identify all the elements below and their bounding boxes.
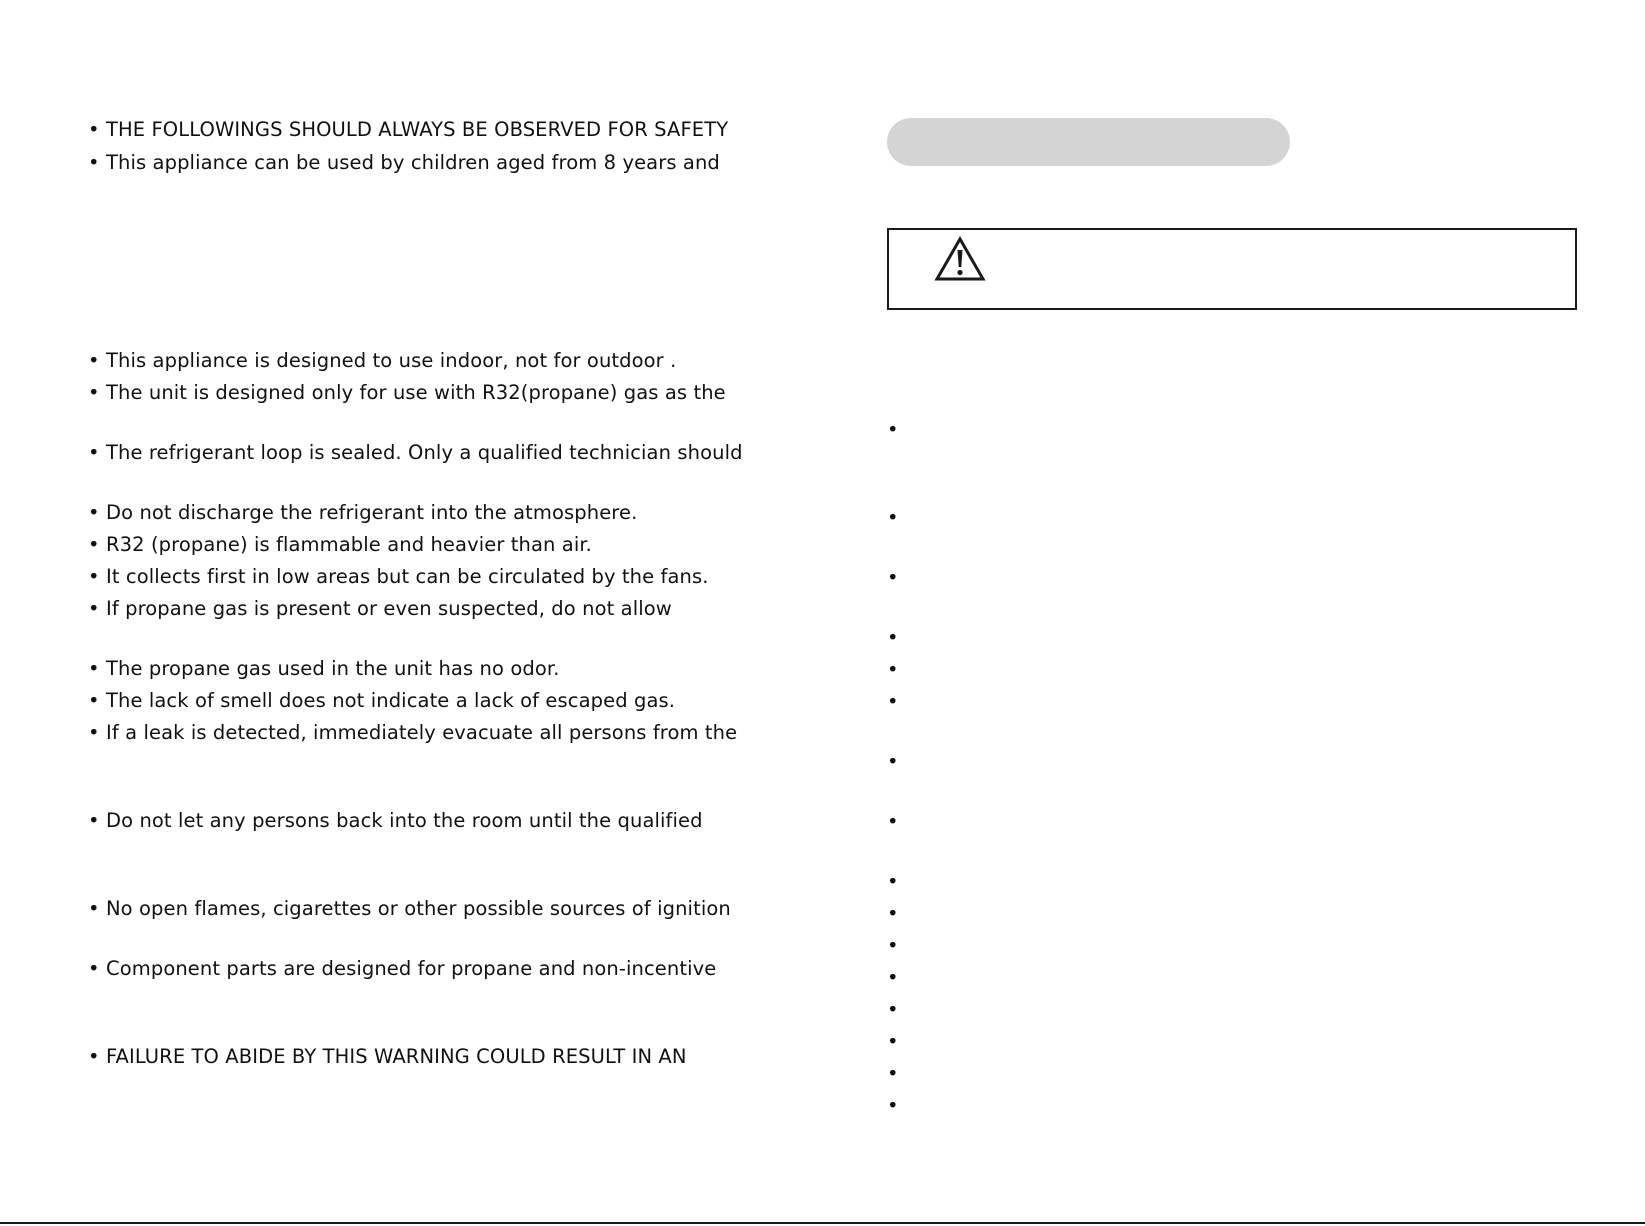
list-bullet: • [887, 750, 899, 773]
bottom-divider [0, 1222, 1645, 1224]
warning-box [887, 228, 1577, 310]
list-item: • No open flames, cigarettes or other possible sources of ignition [88, 897, 731, 920]
list-item: • This appliance can be used by children aged from 8 years and [88, 151, 720, 174]
list-bullet: • [887, 870, 899, 893]
list-bullet: • [887, 810, 899, 833]
list-item: • THE FOLLOWINGS SHOULD ALWAYS BE OBSERVED FOR SAFETY [88, 118, 729, 141]
list-bullet: • [887, 690, 899, 713]
list-bullet: • [887, 998, 899, 1021]
list-bullet: • [887, 658, 899, 681]
list-item: • This appliance is designed to use indoor, not for outdoor . [88, 349, 677, 372]
list-item: • The lack of smell does not indicate a lack of escaped gas. [88, 689, 676, 712]
list-item: • FAILURE TO ABIDE BY THIS WARNING COULD RESULT IN AN [88, 1045, 687, 1068]
list-bullet: • [887, 506, 899, 529]
list-item: • It collects first in low areas but can be circulated by the fans. [88, 565, 709, 588]
list-bullet: • [887, 934, 899, 957]
list-bullet: • [887, 902, 899, 925]
list-item: • If a leak is detected, immediately evacuate all persons from the [88, 721, 738, 744]
list-item: • If propane gas is present or even suspected, do not allow [88, 597, 672, 620]
list-item: • R32 (propane) is flammable and heavier than air. [88, 533, 592, 556]
list-bullet: • [887, 1062, 899, 1085]
list-item: • Do not let any persons back into the room until the qualified [88, 809, 703, 832]
list-item: • The refrigerant loop is sealed. Only a qualified technician should [88, 441, 743, 464]
list-item: • Component parts are designed for propane and non-incentive [88, 957, 717, 980]
list-item: • Do not discharge the refrigerant into the atmosphere. [88, 501, 638, 524]
list-bullet: • [887, 1094, 899, 1117]
list-bullet: • [887, 1030, 899, 1053]
warning-triangle-icon [934, 236, 986, 282]
list-bullet: • [887, 566, 899, 589]
list-item: • The unit is designed only for use with R32(propane) gas as the [88, 381, 726, 404]
list-bullet: • [887, 626, 899, 649]
section-header-pill [887, 118, 1290, 166]
list-bullet: • [887, 966, 899, 989]
list-item: • The propane gas used in the unit has no odor. [88, 657, 560, 680]
list-bullet: • [887, 418, 899, 441]
